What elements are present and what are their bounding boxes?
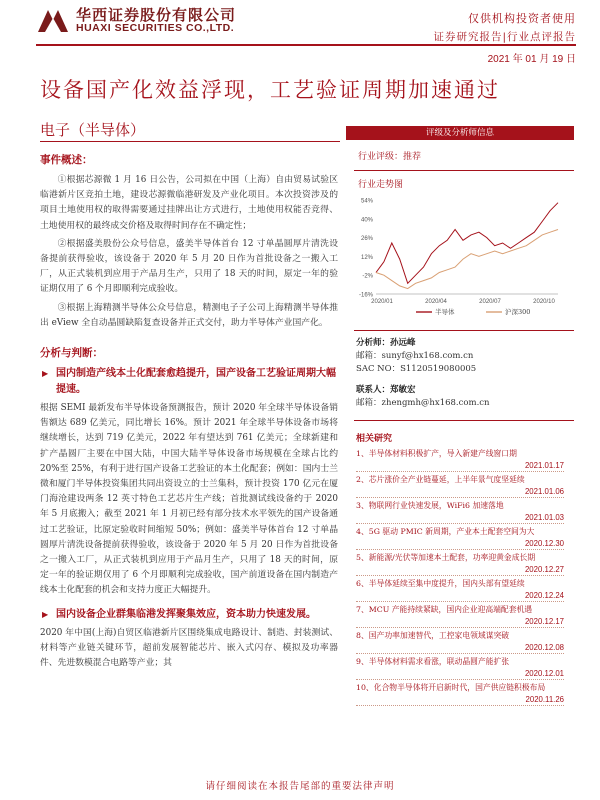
related-research-item[interactable] (356, 578, 564, 602)
header-divider (36, 44, 576, 46)
related-research-title[interactable]: 4、5G 驱动 PMIC 新周期，产业本土配套空间为大 (356, 527, 535, 536)
industry-rating: 行业评级：推荐 (358, 152, 422, 162)
industry-label: 电子（半导体） (40, 121, 146, 139)
related-research-item[interactable] (356, 526, 564, 550)
tagline: 仅供机构投资者使用 (468, 12, 576, 25)
event-paragraph-1: ①根据芯源微 1 月 16 日公告，公司拟在中国（上海）自由贸易试验区临港新片区竞拍土地，建设芯源微临港研发及产业化项目。本次投资涉及的项目土地使用权的取得需要通过挂牌出让方式进行，土地使用权能否竞得、土地使用权的最终成交价格及取得时间存在不确定性； (40, 175, 338, 231)
industry-divider (40, 141, 340, 142)
related-research-title[interactable]: 10、化合物半导体将开启新时代，国产供应链积极布局 (356, 683, 546, 692)
events-heading: 事件概述： (40, 154, 93, 166)
related-research-date: 2021.01.06 (356, 486, 564, 499)
related-research-date: 2020.12.17 (356, 616, 564, 629)
y-tick-label: -2% (362, 273, 373, 280)
related-research-item[interactable] (356, 474, 564, 498)
company-name-cn: 华西证券股份有限公司 (76, 6, 237, 24)
report-title: 设备国产化效益浮现，工艺验证周期加速通过 (40, 78, 500, 102)
y-tick-label: 26% (360, 236, 373, 243)
trend-chart-label: 行业走势图 (358, 180, 404, 190)
related-research-date: 2020.12.27 (356, 564, 564, 577)
chart-divider (354, 330, 574, 331)
analysis-bullet-1: ▶ 国内制造产线本土化配套愈趋提升，国产设备工艺验证周期大幅提速。 (40, 366, 338, 398)
y-tick-label: 54% (360, 198, 373, 205)
sidebar (346, 126, 574, 708)
related-research-title[interactable]: 5、新能源/光伏等加速本土配套，功率迎黄金成长期 (356, 553, 536, 562)
related-research-item[interactable] (356, 552, 564, 576)
series-line-hs300 (376, 230, 558, 289)
analyst-email[interactable]: 邮箱：sunyf@hx168.com.cn (356, 351, 474, 361)
analysis-bullet-2: ▶ 国内设备企业群集临港发挥聚集效应，资本助力快速发展。 (40, 607, 338, 623)
related-research-item[interactable] (356, 682, 564, 706)
related-research-item[interactable] (356, 604, 564, 628)
y-tick-label: 40% (360, 217, 373, 224)
contact-email[interactable]: 邮箱：zhengmh@hx168.com.cn (356, 398, 490, 408)
related-research-list (346, 448, 574, 706)
huaxi-logo-icon (36, 4, 70, 34)
related-research-date: 2021.01.17 (356, 460, 564, 473)
analyst-sac: SAC NO：S1120519080005 (356, 364, 477, 374)
analyst-name: 分析师：孙远峰 (356, 338, 416, 348)
rating-divider (354, 170, 574, 171)
header (36, 2, 576, 42)
related-research-item[interactable] (356, 656, 564, 680)
related-research-title[interactable]: 2、芯片涨价全产业链蔓延，上半年景气度坚延续 (356, 475, 525, 484)
related-research-title[interactable]: 9、半导体材料需求看涨，联动晶圆产能扩张 (356, 657, 510, 666)
y-tick-label: -16% (358, 292, 373, 299)
related-research-date: 2020.11.26 (356, 694, 564, 707)
report-date: 2021 年 01 月 19 日 (487, 54, 576, 65)
legend-label: 沪深300 (505, 308, 531, 316)
contact-name: 联系人：郑敏宏 (356, 385, 416, 395)
related-research-item[interactable] (356, 448, 564, 472)
related-research-date: 2020.12.08 (356, 642, 564, 655)
x-tick-label: 2020/10 (533, 299, 555, 305)
related-research-title[interactable]: 3、物联网行业快速发展，WiFi6 加速落地 (356, 501, 504, 510)
related-research-date: 2020.12.30 (356, 538, 564, 551)
related-research-date: 2020.12.24 (356, 590, 564, 603)
related-research-date: 2020.12.01 (356, 668, 564, 681)
analyst-divider (354, 420, 574, 421)
related-research-title[interactable]: 8、国产功率加速替代，工控家电领域谋突破 (356, 631, 510, 640)
x-tick-label: 2020/04 (425, 299, 447, 305)
related-research-item[interactable] (356, 630, 564, 654)
x-tick-label: 2020/07 (479, 299, 501, 305)
event-paragraph-2: ②根据盛美股份公众号信息，盛美半导体首台 12 寸单晶圆厚片清洗设备提前获得验收，该设备于 2020 年 5 月 20 日作为首批设备之一搬入工厂，从正式装机到应用于产品月生产，只用了 18 天的时间，原定一年的验证期仅用了 6 个月即顺利完成验收。 (40, 238, 338, 295)
event-paragraph-3: ③根据上海精测半导体公众号信息，精测电子子公司上海精测半导体推出 eView 全自动晶圆缺陷复查设备并正式交付，助力半导体产业国产化。 (40, 302, 338, 328)
analysis-heading: 分析与判断： (40, 347, 103, 360)
analysis-paragraph-1: 根据 SEMI 最新发布半导体设备预测报告，预计 2020 年全球半导体设备销售额达 689 亿美元，同比增长 16%。预计 2021 年全球半导体设备市场将继续增长，达到 719 亿美元，2022 年有望达到 761 亿美元；全球新建和扩产晶圆厂主要在中国大陆，中国大陆半导体设备市场规模在全球占比约 20%至 25%，有利于进行国产设备工艺验证的本土化配套；例如：国内士兰微和厦门半导体投资集团共同出资设立的士兰集科，预计投资 170 亿元在厦门海沧建设两条 12 英寸特色工艺芯片生产线；首批测试线设备约于 2020 年 5 月底搬入；截至 2021 年 1 月初已经有部分技术水平领先的国产设备通过工艺验证，比原定验收时间缩短 50%；例如：盛美半导体首台 12 寸单晶圆厚片清洗设备提前获得验收，该设备于 2020 年 5 月 20 日作为首批设备之一搬入工厂，从正式装机到应用于产品月生产，只用了 18 天的时间，原定一年的验证期仅用了 6 个月即顺利完成验收，国产前道设备在国内制造产线本土化配套的机会和支持力度正大幅提升。 (40, 403, 338, 596)
related-research-title[interactable]: 1、半导体材料积极扩产，导入新建产线窗口期 (356, 449, 517, 458)
main-column (40, 148, 338, 671)
trend-chart (346, 194, 574, 322)
related-research-heading: 相关研究 (356, 434, 393, 444)
analysis-paragraph-2: 2020 年中国(上海)自贸区临港新片区围绕集成电路设计、制造、封装测试、材料等产业链关键环节，超前发展智能芯片、嵌入式闪存、模拟及功率器件、先进数模混合电路等产业；其 (40, 627, 338, 669)
report-type: 证券研究报告|行业点评报告 (433, 31, 576, 43)
related-research-item[interactable] (356, 500, 564, 524)
footer-disclaimer: 请仔细阅读在本报告尾部的重要法律声明 (205, 781, 395, 792)
y-tick-label: 12% (360, 254, 373, 261)
related-research-title[interactable]: 6、半导体延续至集中度提升，国内头部有望延续 (356, 579, 525, 588)
legend-label: 半导体 (435, 308, 455, 316)
x-tick-label: 2020/01 (371, 299, 393, 305)
related-research-title[interactable]: 7、MCU 产能持续紧缺，国内企业迎高端配套机遇 (356, 605, 533, 614)
related-research-date: 2021.01.03 (356, 512, 564, 525)
company-name-en: HUAXI SECURITIES CO.,LTD. (76, 22, 235, 34)
rating-box-title: 评级及分析师信息 (346, 126, 574, 140)
